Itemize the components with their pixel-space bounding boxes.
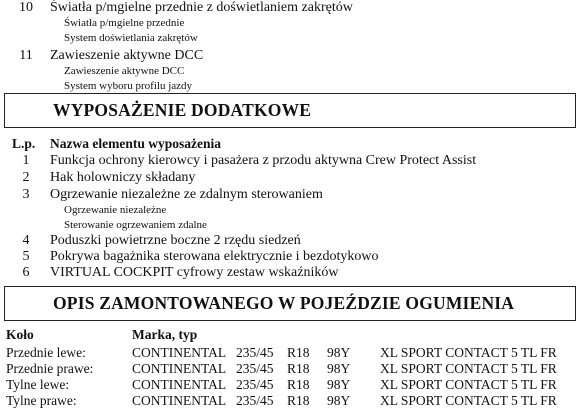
tire-rim: R18 bbox=[287, 393, 310, 408]
item-number: 3 bbox=[22, 187, 30, 202]
item-number: 6 bbox=[22, 265, 30, 280]
item-subitem: Światła p/mgielne przednie bbox=[64, 17, 185, 29]
tire-size: 235/45 bbox=[236, 377, 274, 392]
tire-load-index: 98Y bbox=[327, 393, 351, 408]
item-subitem: Sterowanie ogrzewaniem zdalne bbox=[64, 219, 207, 231]
wheel-position: Przednie prawe: bbox=[6, 361, 94, 376]
tire-rim: R18 bbox=[287, 361, 310, 376]
section-header-ogumienie bbox=[4, 286, 576, 321]
item-number: 5 bbox=[22, 249, 30, 264]
tire-brand: CONTINENTAL bbox=[132, 345, 227, 360]
section-title: WYPOSAŻENIE DODATKOWE bbox=[53, 100, 312, 120]
item-name: Zawieszenie aktywne DCC bbox=[50, 48, 204, 63]
item-name: Poduszki powietrzne boczne 2 rzędu siedzeń bbox=[50, 233, 301, 248]
tire-model: XL SPORT CONTACT 5 TL FR bbox=[380, 361, 557, 376]
item-name: Ogrzewanie niezależne ze zdalnym sterowaniem bbox=[50, 187, 323, 202]
tire-load-index: 98Y bbox=[327, 377, 351, 392]
item-subitem: Ogrzewanie niezależne bbox=[64, 204, 167, 216]
tire-brand: CONTINENTAL bbox=[132, 361, 227, 376]
column-header-marka: Marka, typ bbox=[132, 327, 198, 342]
item-name: Pokrywa bagażnika sterowana elektrycznie i bezdotykowo bbox=[50, 249, 379, 264]
wheel-position: Tylne lewe: bbox=[6, 377, 70, 392]
tire-load-index: 98Y bbox=[327, 361, 351, 376]
column-header-kolo: Koło bbox=[6, 327, 34, 342]
tire-size: 235/45 bbox=[236, 345, 274, 360]
item-number: 10 bbox=[19, 0, 33, 15]
wheel-position: Tylne prawe: bbox=[6, 393, 77, 408]
item-number: 11 bbox=[19, 48, 33, 63]
tire-size: 235/45 bbox=[236, 393, 274, 408]
tire-model: XL SPORT CONTACT 5 TL FR bbox=[380, 377, 557, 392]
item-number: 1 bbox=[22, 153, 30, 168]
wheel-position: Przednie lewe: bbox=[6, 345, 86, 360]
item-name: Hak holowniczy składany bbox=[50, 170, 196, 185]
tire-brand: CONTINENTAL bbox=[132, 393, 227, 408]
item-number: 2 bbox=[22, 170, 30, 185]
tire-size: 235/45 bbox=[236, 361, 274, 376]
item-number: 4 bbox=[22, 233, 30, 248]
tire-model: XL SPORT CONTACT 5 TL FR bbox=[380, 393, 557, 408]
item-subitem: Zawieszenie aktywne DCC bbox=[64, 65, 185, 77]
item-subitem: System doświetlania zakrętów bbox=[64, 32, 198, 44]
tire-rim: R18 bbox=[287, 377, 310, 392]
tire-rim: R18 bbox=[287, 345, 310, 360]
column-header-lp: L.p. bbox=[12, 136, 36, 151]
column-header-name: Nazwa elementu wyposażenia bbox=[50, 136, 221, 151]
item-name: VIRTUAL COCKPIT cyfrowy zestaw wskaźników bbox=[50, 265, 339, 280]
section-title: OPIS ZAMONTOWANEGO W POJEŹDZIE OGUMIENIA bbox=[53, 293, 515, 313]
section-header-wyposazenie bbox=[4, 93, 576, 128]
tire-load-index: 98Y bbox=[327, 345, 351, 360]
item-subitem: System wyboru profilu jazdy bbox=[64, 80, 193, 92]
item-name: Światła p/mgielne przednie z doświetlaniem zakrętów bbox=[50, 0, 353, 15]
tire-brand: CONTINENTAL bbox=[132, 377, 227, 392]
tire-model: XL SPORT CONTACT 5 TL FR bbox=[380, 345, 557, 360]
item-name: Funkcja ochrony kierowcy i pasażera z przodu aktywna Crew Protect Assist bbox=[50, 153, 477, 168]
